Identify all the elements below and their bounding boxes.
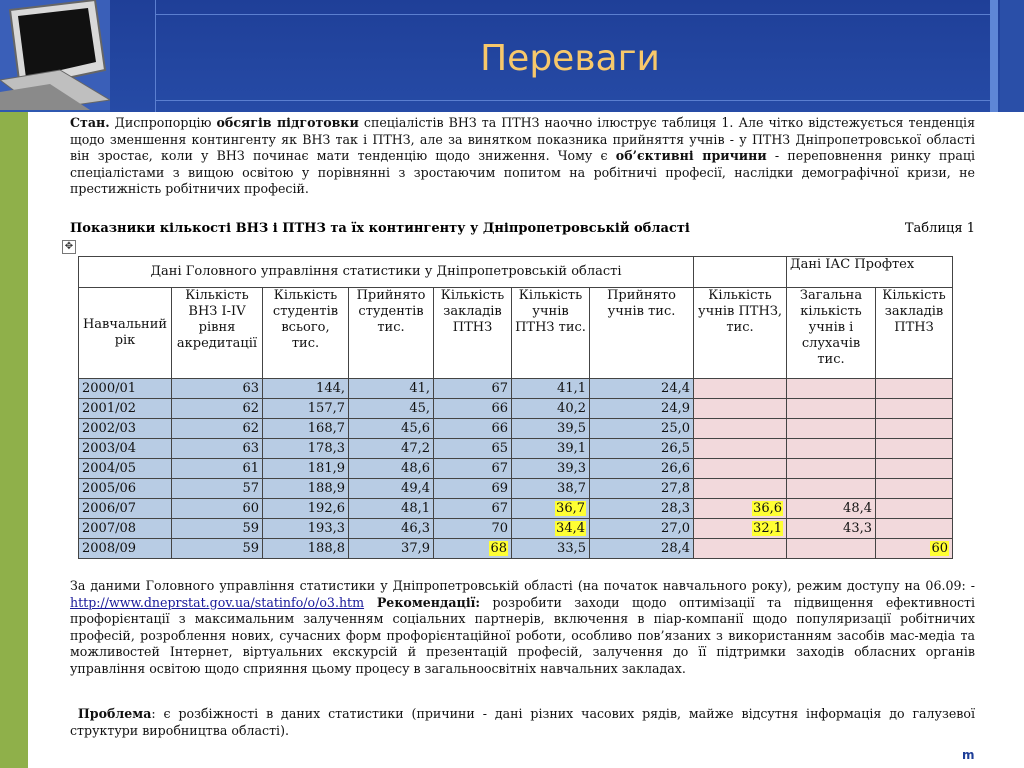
table-cell [876,499,953,519]
table-group-header-row [79,257,953,288]
table-cell [434,539,512,559]
cell-year [79,439,172,459]
cell-value: 61 [242,461,259,476]
table-cell [263,519,349,539]
cell-value: 2006/07 [82,501,137,516]
cell-value: 28,3 [661,501,690,516]
table-cell [434,419,512,439]
cell-value: 66 [491,401,508,416]
table-cell [172,499,263,519]
stats-table [78,256,953,559]
table-cell [787,479,876,499]
intro-bold-1: обсягів підготовки [216,115,359,130]
cell-value: 193,3 [307,521,345,536]
cell-value: 45, [409,401,430,416]
cell-value: 2003/04 [82,441,137,456]
cell-value: 48,6 [401,461,430,476]
cell-value: 45,6 [401,421,430,436]
cell-value: 62 [242,421,259,436]
table-cell [512,539,590,559]
cell-year [79,519,172,539]
cell-value: 37,9 [401,541,430,556]
table-cell [172,539,263,559]
table-cell [434,479,512,499]
cell-value: 36,7 [556,501,585,516]
cell-value: 48,1 [401,501,430,516]
table-row [79,479,953,499]
computer-icon [0,0,110,110]
table-cell [349,379,434,399]
table-cell [694,439,787,459]
cell-value: 69 [491,481,508,496]
table-number: Таблиця 1 [904,221,975,236]
cell-value: 67 [491,501,508,516]
cell-value: 47,2 [401,441,430,456]
problem-text: : є розбіжності в даних статистики (причини - дані різних часових рядів, майже відсутня інформація до галузевої структури виробництва області). [70,706,975,738]
table-cell [787,439,876,459]
cell-value: 2007/08 [82,521,137,536]
cell-value: 63 [242,441,259,456]
cell-value: 60 [242,501,259,516]
header-divider [155,0,156,112]
table-cell [590,479,694,499]
table-cell [787,519,876,539]
table-cell [263,539,349,559]
col-header-vnz-count: Кількість ВНЗ I-IV рівня акредитації [172,288,263,379]
table-row [79,539,953,559]
table-cell [694,499,787,519]
intro-paragraph [70,115,975,198]
cell-value: 27,8 [661,481,690,496]
table-cell [694,399,787,419]
group-header-iasproftech: Дані ІАС Профтех [787,257,953,288]
table-cell [590,439,694,459]
table-row [79,519,953,539]
cell-value: 24,9 [661,401,690,416]
cell-value: 41,1 [557,381,586,396]
intro-text-2: спеціалістів ВНЗ та ПТНЗ наочно ілюструє таблиця 1. Але чітко відстежується тенденція щодо зменшення контингенту як ВНЗ так і ПТНЗ, але за винятком показника прийняття учнів - у ПТНЗ Дніпропетровської області він зростає, коли у ВНЗ починає мати тенденцію щодо зниження. Чому є [70,115,976,164]
source-text-1: За даними Головного управління статистики у Дніпропетровській області (на початок навчального року), режим доступу на 06.09: - [70,578,975,593]
table-cell [590,499,694,519]
cell-value: 144, [316,381,345,396]
cell-value: 192,6 [307,501,345,516]
col-header-ias-pupils: Кількість учнів ПТНЗ, тис. [694,288,787,379]
table-cell [876,399,953,419]
table-cell [694,419,787,439]
table-cell [876,519,953,539]
cell-value: 181,9 [307,461,345,476]
table-cell [349,439,434,459]
cell-value: 67 [491,381,508,396]
table-cell [787,459,876,479]
cell-value: 25,0 [661,421,690,436]
footer-mark: m [962,748,975,762]
table-row [79,439,953,459]
table-row [79,419,953,439]
table-column-header-row [79,288,953,379]
col-header-ptnz-pupils: Кількість учнів ПТНЗ тис. [512,288,590,379]
table-cell [512,459,590,479]
table-cell [172,419,263,439]
header-edge [1000,0,1024,112]
table-row [79,379,953,399]
problem-label: Проблема [77,706,152,721]
cell-year [79,539,172,559]
table-cell [349,479,434,499]
table-body [79,379,953,559]
cell-value: 39,5 [557,421,586,436]
cell-value: 43,3 [843,521,872,536]
problem-paragraph [70,706,975,739]
table-cell [512,439,590,459]
cell-year [79,499,172,519]
table-cell [876,459,953,479]
table-cell [172,479,263,499]
slide-title: Переваги [480,38,660,79]
table-cell [434,379,512,399]
intro-text-1: Диспропорцію [109,115,217,130]
cell-value: 57 [242,481,259,496]
table-cell [694,459,787,479]
table-cell [349,519,434,539]
table-cell [172,379,263,399]
cell-value: 2002/03 [82,421,137,436]
table-row [79,399,953,419]
table-row [79,459,953,479]
cell-value: 48,4 [843,501,872,516]
table-cell [694,379,787,399]
cell-value: 188,8 [307,541,345,556]
group-header-empty [694,257,787,288]
table-heading [70,221,975,236]
table-cell [434,499,512,519]
table-cell [512,519,590,539]
table-cell [876,439,953,459]
cell-value: 67 [491,461,508,476]
table-cell [263,399,349,419]
left-accent-bar [0,112,28,768]
cell-value: 46,3 [401,521,430,536]
table-row [79,499,953,519]
intro-bold-2: об’єктивні причини [615,148,767,164]
cell-year [79,459,172,479]
table-cell [172,399,263,419]
table-cell [349,499,434,519]
table-cell [434,399,512,419]
cell-value: 24,4 [661,381,690,396]
table-cell [876,479,953,499]
table-cell [876,419,953,439]
table-cell [263,439,349,459]
source-link[interactable]: http://www.dneprstat.gov.ua/statinfo/o/o3.htm [70,594,365,610]
cell-value: 39,1 [557,441,586,456]
cell-value: 38,7 [557,481,586,496]
header-line-top [155,14,995,15]
cell-year [79,379,172,399]
table-cell [263,379,349,399]
cell-value: 2008/09 [82,541,137,556]
recommendations-text: розробити заходи щодо оптимізації та підвищення ефективності профорієнтації з максимальним залученням соціальних партнерів, включення в піар-компанії щодо популяризації робітничих професій, розроблення нових, сучасних форм профорієнтаційної роботи, особливо пов’язаних з використанням засобів мас-медіа та можливостей Інтернет, віртуальних екскурсій й презентацій професій, залучення до її підтримки заходів обласних органів управління освітою щодо сприяння цьому процесу в загальноосвітніх навчальних закладах. [70,594,975,676]
col-header-students-total: Кількість студентів всього, тис. [263,288,349,379]
cell-year [79,419,172,439]
col-header-ias-institutions: Кількість закладів ПТНЗ [876,288,953,379]
intro-text-3: - переповнення ринку праці спеціалістами з вищою освітою у порівнянні з зростаючим попитом на робітничі професії, наслідки демографічної кризи, не престижність робітничих професій. [70,148,975,197]
header-line-bottom [155,100,995,101]
cell-value: 59 [242,521,259,536]
table-cell [590,419,694,439]
header-accent-strip [990,0,998,112]
table-cell [512,479,590,499]
table-move-handle-icon[interactable]: ✥ [62,240,76,254]
table-cell [787,499,876,519]
cell-value: 2004/05 [82,461,137,476]
cell-value: 41, [409,381,430,396]
table-cell [172,519,263,539]
table-cell [512,419,590,439]
cell-value: 26,5 [661,441,690,456]
table-cell [590,399,694,419]
col-header-year: Навчальний рік [79,288,172,379]
cell-value: 33,5 [557,541,586,556]
cell-value: 2001/02 [82,401,137,416]
cell-value: 2005/06 [82,481,137,496]
col-header-ptnz-count: Кількість закладів ПТНЗ [434,288,512,379]
cell-value: 36,6 [753,501,782,516]
table-cell [694,539,787,559]
table-cell [349,399,434,419]
cell-value: 27,0 [661,521,690,536]
table-cell [434,439,512,459]
cell-year [79,479,172,499]
cell-value: 65 [491,441,508,456]
table-cell [590,379,694,399]
cell-value: 63 [242,381,259,396]
table-cell [787,399,876,419]
table-cell [787,419,876,439]
col-header-ias-total: Загальна кількість учнів і слухачів тис. [787,288,876,379]
table-cell [590,459,694,479]
table-cell [876,379,953,399]
table-cell [172,439,263,459]
cell-value: 188,9 [307,481,345,496]
table-cell [349,459,434,479]
table-cell [876,539,953,559]
table-cell [694,479,787,499]
cell-value: 60 [931,541,948,556]
table-cell [349,539,434,559]
group-header-statistics: Дані Головного управління статистики у Дніпропетровській області [79,257,694,288]
table-cell [434,519,512,539]
table-cell [263,479,349,499]
cell-value: 59 [242,541,259,556]
table-cell [787,379,876,399]
cell-value: 68 [490,541,507,556]
col-header-pupils-admitted: Прийнято учнів тис. [590,288,694,379]
table-cell [590,519,694,539]
table-cell [590,539,694,559]
table-cell [434,459,512,479]
cell-year [79,399,172,419]
source-paragraph [70,578,975,678]
cell-value: 32,1 [753,521,782,536]
cell-value: 70 [491,521,508,536]
cell-value: 28,4 [661,541,690,556]
table-cell [512,399,590,419]
table-title: Показники кількості ВНЗ і ПТНЗ та їх контингенту у Дніпропетровській області [70,221,690,236]
table-cell [172,459,263,479]
table-cell [512,379,590,399]
cell-value: 62 [242,401,259,416]
recommendations-label: Рекомендації: [364,594,481,610]
col-header-students-admitted: Прийнято студентів тис. [349,288,434,379]
cell-value: 26,6 [661,461,690,476]
table-cell [787,539,876,559]
intro-lead: Стан. [70,115,110,130]
cell-value: 168,7 [307,421,345,436]
table-cell [263,459,349,479]
table-cell [263,419,349,439]
table-cell [512,499,590,519]
cell-value: 34,4 [556,521,585,536]
table-cell [349,419,434,439]
cell-value: 49,4 [401,481,430,496]
cell-value: 66 [491,421,508,436]
cell-value: 39,3 [557,461,586,476]
cell-value: 40,2 [557,401,586,416]
table-cell [263,499,349,519]
cell-value: 2000/01 [82,381,137,396]
cell-value: 157,7 [307,401,345,416]
cell-value: 178,3 [307,441,345,456]
table-cell [694,519,787,539]
